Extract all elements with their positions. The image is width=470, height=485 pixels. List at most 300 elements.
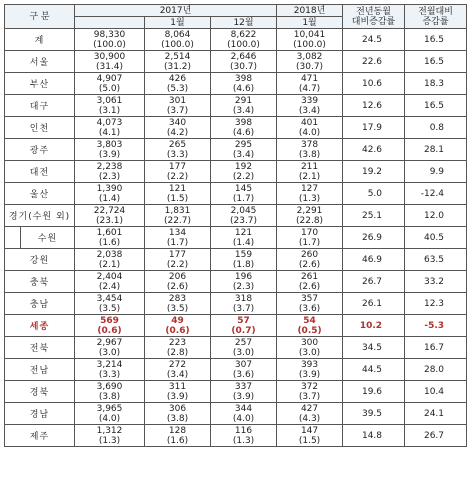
share: (2.2) (166, 259, 189, 270)
table-row (5, 139, 467, 161)
value-cell (75, 73, 145, 95)
value-cell (211, 51, 277, 73)
mom-rate: 26.7 (405, 425, 467, 447)
region-name: 경남 (5, 403, 75, 425)
region-name: 대전 (5, 161, 75, 183)
value: 98,330 (93, 29, 126, 40)
share: (3.6) (232, 369, 255, 380)
indent-cell (5, 227, 21, 249)
share: (4.3) (298, 413, 321, 424)
value: 30,900 (93, 51, 126, 62)
value: 301 (168, 95, 187, 106)
value: 145 (234, 183, 253, 194)
header-blank (75, 17, 145, 29)
value: 339 (300, 95, 319, 106)
share: (1.4) (232, 237, 255, 248)
table-row (5, 359, 467, 381)
value: 8,064 (164, 29, 191, 40)
share: (2.6) (298, 259, 321, 270)
table-row (5, 381, 467, 403)
table-row (5, 117, 467, 139)
value: 307 (234, 359, 253, 370)
value: 134 (168, 227, 187, 238)
share: (3.1) (98, 105, 121, 116)
header-yoy-line1: 전년동월 (356, 6, 391, 17)
share: (1.3) (232, 435, 255, 446)
value-cell (75, 227, 145, 249)
header-jan: 1월 (145, 17, 211, 29)
mom-rate: 24.1 (405, 403, 467, 425)
share: (100.0) (227, 39, 260, 50)
value-cell (211, 161, 277, 183)
header-jan-2018: 1월 (277, 17, 343, 29)
value-cell (211, 95, 277, 117)
value-cell (277, 337, 343, 359)
share: (100.0) (293, 39, 326, 50)
value-cell (277, 139, 343, 161)
value-cell (211, 359, 277, 381)
value: 2,646 (230, 51, 257, 62)
regional-statistics-table (4, 4, 467, 447)
share: (2.6) (166, 281, 189, 292)
table-row (5, 51, 467, 73)
value-cell (75, 139, 145, 161)
share: (100.0) (93, 39, 126, 50)
value-cell (145, 315, 211, 337)
value-cell (75, 359, 145, 381)
share: (1.6) (98, 237, 121, 248)
value: 272 (168, 359, 187, 370)
share: (4.0) (298, 127, 321, 138)
yoy-rate: 26.7 (343, 271, 405, 293)
mom-rate: 18.3 (405, 73, 467, 95)
share: (3.4) (232, 149, 255, 160)
value-cell (75, 95, 145, 117)
value: 378 (300, 139, 319, 150)
table-body (5, 29, 467, 447)
value-cell (145, 381, 211, 403)
yoy-rate: 14.8 (343, 425, 405, 447)
share: (3.6) (298, 303, 321, 314)
value-cell (277, 161, 343, 183)
share: (4.0) (98, 413, 121, 424)
value-cell (145, 139, 211, 161)
share: (1.7) (298, 237, 321, 248)
yoy-rate: 17.9 (343, 117, 405, 139)
share: (1.7) (166, 237, 189, 248)
value-cell (145, 183, 211, 205)
header-yoy-line2: 대비증감률 (351, 16, 396, 27)
value-cell (75, 293, 145, 315)
value: 2,291 (296, 205, 323, 216)
value-cell (211, 403, 277, 425)
share: (2.3) (232, 281, 255, 292)
value-cell (211, 227, 277, 249)
mom-rate: 16.5 (405, 95, 467, 117)
region-name: 경기(수원 외) (5, 205, 75, 227)
mom-rate: 33.2 (405, 271, 467, 293)
value: 2,967 (96, 337, 123, 348)
value: 311 (168, 381, 187, 392)
share: (1.5) (166, 193, 189, 204)
value-cell (75, 205, 145, 227)
mom-rate: -12.4 (405, 183, 467, 205)
value: 257 (234, 337, 253, 348)
share: (3.9) (232, 391, 255, 402)
yoy-rate: 25.1 (343, 205, 405, 227)
share: (3.0) (298, 347, 321, 358)
value: 211 (300, 161, 319, 172)
value: 206 (168, 271, 187, 282)
yoy-rate: 22.6 (343, 51, 405, 73)
value: 177 (168, 161, 187, 172)
share: (3.3) (166, 149, 189, 160)
value-cell (145, 359, 211, 381)
value: 401 (300, 117, 319, 128)
value-cell (277, 359, 343, 381)
value: 2,045 (230, 205, 257, 216)
value: 22,724 (93, 205, 126, 216)
table-row (5, 95, 467, 117)
share: (1.8) (232, 259, 255, 270)
share: (3.0) (232, 347, 255, 358)
value-cell (211, 315, 277, 337)
value-cell (145, 205, 211, 227)
statistics-table-container (4, 4, 466, 481)
value-cell (211, 139, 277, 161)
value-cell (211, 73, 277, 95)
value: 344 (234, 403, 253, 414)
share: (2.6) (298, 281, 321, 292)
share: (1.7) (232, 193, 255, 204)
value-cell (277, 315, 343, 337)
value: 426 (168, 73, 187, 84)
value-cell (75, 249, 145, 271)
header-dec: 12월 (211, 17, 277, 29)
value-cell (211, 29, 277, 51)
share: (100.0) (161, 39, 194, 50)
share: (3.3) (98, 369, 121, 380)
value-cell (277, 249, 343, 271)
value-cell (145, 249, 211, 271)
share: (3.4) (298, 105, 321, 116)
value: 357 (300, 293, 319, 304)
share: (3.4) (232, 105, 255, 116)
table-row (5, 293, 467, 315)
mom-rate: 12.0 (405, 205, 467, 227)
value: 372 (300, 381, 319, 392)
value-cell (145, 95, 211, 117)
value: 471 (300, 73, 319, 84)
share: (3.7) (298, 391, 321, 402)
mom-rate: 16.5 (405, 51, 467, 73)
share: (0.7) (231, 325, 256, 336)
value-cell (75, 161, 145, 183)
value: 393 (300, 359, 319, 370)
value-cell (277, 227, 343, 249)
value: 265 (168, 139, 187, 150)
value-cell (277, 29, 343, 51)
yoy-rate: 24.5 (343, 29, 405, 51)
header-year-2017: 2017년 (75, 5, 277, 17)
yoy-rate: 46.9 (343, 249, 405, 271)
share: (1.4) (98, 193, 121, 204)
value: 1,390 (96, 183, 123, 194)
value-cell (277, 51, 343, 73)
value-cell (211, 183, 277, 205)
header-year-2018: 2018년 (277, 5, 343, 17)
value: 337 (234, 381, 253, 392)
share: (2.2) (232, 171, 255, 182)
value: 3,082 (296, 51, 323, 62)
table-row (5, 315, 467, 337)
value-cell (211, 381, 277, 403)
value: 295 (234, 139, 253, 150)
share: (3.9) (166, 391, 189, 402)
mom-rate: 28.1 (405, 139, 467, 161)
value-cell (75, 51, 145, 73)
value-cell (75, 271, 145, 293)
value-cell (75, 381, 145, 403)
table-row (5, 205, 467, 227)
share: (3.9) (298, 369, 321, 380)
share: (4.1) (98, 127, 121, 138)
yoy-rate: 39.5 (343, 403, 405, 425)
share: (5.3) (166, 83, 189, 94)
region-name: 수원 (21, 227, 75, 249)
value-cell (145, 51, 211, 73)
header-mom-line1: 전월대비 (418, 6, 453, 17)
region-name: 계 (5, 29, 75, 51)
value-cell (75, 315, 145, 337)
mom-rate: -5.3 (405, 315, 467, 337)
share: (0.6) (97, 325, 122, 336)
value: 159 (234, 249, 253, 260)
table-row (5, 227, 467, 249)
value: 2,038 (96, 249, 123, 260)
value: 569 (100, 315, 119, 326)
table-row (5, 271, 467, 293)
share: (3.8) (298, 149, 321, 160)
share: (31.4) (95, 61, 124, 72)
table-row (5, 403, 467, 425)
value-cell (277, 403, 343, 425)
value: 4,073 (96, 117, 123, 128)
region-name: 충남 (5, 293, 75, 315)
value: 1,601 (96, 227, 123, 238)
value: 2,404 (96, 271, 123, 282)
value-cell (145, 227, 211, 249)
value: 1,312 (96, 425, 123, 436)
mom-rate: 28.0 (405, 359, 467, 381)
value-cell (145, 337, 211, 359)
value-cell (145, 117, 211, 139)
share: (3.5) (166, 303, 189, 314)
region-name: 경북 (5, 381, 75, 403)
header-region: 구 분 (5, 5, 75, 29)
value: 3,803 (96, 139, 123, 150)
value-cell (145, 73, 211, 95)
value-cell (145, 271, 211, 293)
value-cell (75, 337, 145, 359)
share: (0.5) (297, 325, 322, 336)
value-cell (211, 205, 277, 227)
value-cell (211, 337, 277, 359)
value: 10,041 (293, 29, 326, 40)
share: (4.7) (298, 83, 321, 94)
value: 121 (168, 183, 187, 194)
share: (4.6) (232, 83, 255, 94)
share: (23.1) (95, 215, 124, 226)
share: (3.4) (166, 369, 189, 380)
mom-rate: 9.9 (405, 161, 467, 183)
region-name: 전남 (5, 359, 75, 381)
yoy-rate: 26.1 (343, 293, 405, 315)
value: 260 (300, 249, 319, 260)
region-name: 충북 (5, 271, 75, 293)
value: 3,690 (96, 381, 123, 392)
value-cell (75, 117, 145, 139)
value-cell (145, 403, 211, 425)
mom-rate: 40.5 (405, 227, 467, 249)
value: 177 (168, 249, 187, 260)
header-mom-line2: 증감률 (422, 16, 449, 27)
value-cell (277, 95, 343, 117)
value: 121 (234, 227, 253, 238)
share: (5.0) (98, 83, 121, 94)
value: 1,831 (164, 205, 191, 216)
value: 3,061 (96, 95, 123, 106)
value-cell (211, 249, 277, 271)
value: 300 (300, 337, 319, 348)
region-name: 광주 (5, 139, 75, 161)
table-row (5, 337, 467, 359)
value: 283 (168, 293, 187, 304)
share: (4.0) (232, 413, 255, 424)
value-cell (211, 271, 277, 293)
region-name: 제주 (5, 425, 75, 447)
value-cell (145, 425, 211, 447)
value: 128 (168, 425, 187, 436)
value-cell (211, 117, 277, 139)
value-cell (145, 29, 211, 51)
value: 8,622 (230, 29, 257, 40)
share: (0.6) (165, 325, 190, 336)
value: 192 (234, 161, 253, 172)
share: (2.1) (298, 171, 321, 182)
share: (1.5) (298, 435, 321, 446)
value-cell (75, 29, 145, 51)
yoy-rate: 26.9 (343, 227, 405, 249)
share: (22.8) (296, 215, 324, 226)
value: 3,214 (96, 359, 123, 370)
share: (1.6) (166, 435, 189, 446)
mom-rate: 12.3 (405, 293, 467, 315)
yoy-rate: 12.6 (343, 95, 405, 117)
region-name: 울산 (5, 183, 75, 205)
value: 291 (234, 95, 253, 106)
share: (3.0) (98, 347, 121, 358)
share: (22.7) (163, 215, 192, 226)
value-cell (277, 271, 343, 293)
value: 3,965 (96, 403, 123, 414)
value-cell (145, 161, 211, 183)
region-name: 강원 (5, 249, 75, 271)
share: (3.7) (232, 303, 255, 314)
yoy-rate: 42.6 (343, 139, 405, 161)
share: (23.7) (229, 215, 258, 226)
value-cell (75, 425, 145, 447)
share: (3.8) (98, 391, 121, 402)
value: 49 (171, 315, 184, 326)
value-cell (277, 381, 343, 403)
value: 147 (300, 425, 319, 436)
yoy-rate: 44.5 (343, 359, 405, 381)
header-yoy (343, 5, 405, 29)
region-name: 세종 (5, 315, 75, 337)
share: (30.7) (296, 61, 324, 72)
mom-rate: 16.5 (405, 29, 467, 51)
value: 196 (234, 271, 253, 282)
share: (3.7) (166, 105, 189, 116)
value: 340 (168, 117, 187, 128)
region-name: 서울 (5, 51, 75, 73)
table-row (5, 29, 467, 51)
value: 318 (234, 293, 253, 304)
mom-rate: 10.4 (405, 381, 467, 403)
value-cell (145, 293, 211, 315)
share: (2.3) (98, 171, 121, 182)
value: 170 (300, 227, 319, 238)
value-cell (277, 73, 343, 95)
value-cell (277, 425, 343, 447)
share: (1.3) (298, 193, 321, 204)
yoy-rate: 5.0 (343, 183, 405, 205)
header-mom (405, 5, 467, 29)
share: (2.4) (98, 281, 121, 292)
value: 398 (234, 117, 253, 128)
value: 4,907 (96, 73, 123, 84)
value: 116 (234, 425, 253, 436)
table-row (5, 425, 467, 447)
value: 2,238 (96, 161, 123, 172)
value: 306 (168, 403, 187, 414)
value: 3,454 (96, 293, 123, 304)
share: (2.8) (166, 347, 189, 358)
share: (1.3) (98, 435, 121, 446)
share: (31.2) (163, 61, 192, 72)
value-cell (277, 293, 343, 315)
share: (2.2) (166, 171, 189, 182)
share: (3.9) (98, 149, 121, 160)
table-row (5, 183, 467, 205)
mom-rate: 16.7 (405, 337, 467, 359)
table-row (5, 161, 467, 183)
table-row (5, 73, 467, 95)
share: (30.7) (229, 61, 258, 72)
value: 427 (300, 403, 319, 414)
value: 57 (237, 315, 250, 326)
yoy-rate: 19.6 (343, 381, 405, 403)
table-row (5, 249, 467, 271)
share: (4.2) (166, 127, 189, 138)
region-name: 부산 (5, 73, 75, 95)
value: 2,514 (164, 51, 191, 62)
share: (3.8) (166, 413, 189, 424)
value-cell (75, 183, 145, 205)
yoy-rate: 34.5 (343, 337, 405, 359)
value: 261 (300, 271, 319, 282)
